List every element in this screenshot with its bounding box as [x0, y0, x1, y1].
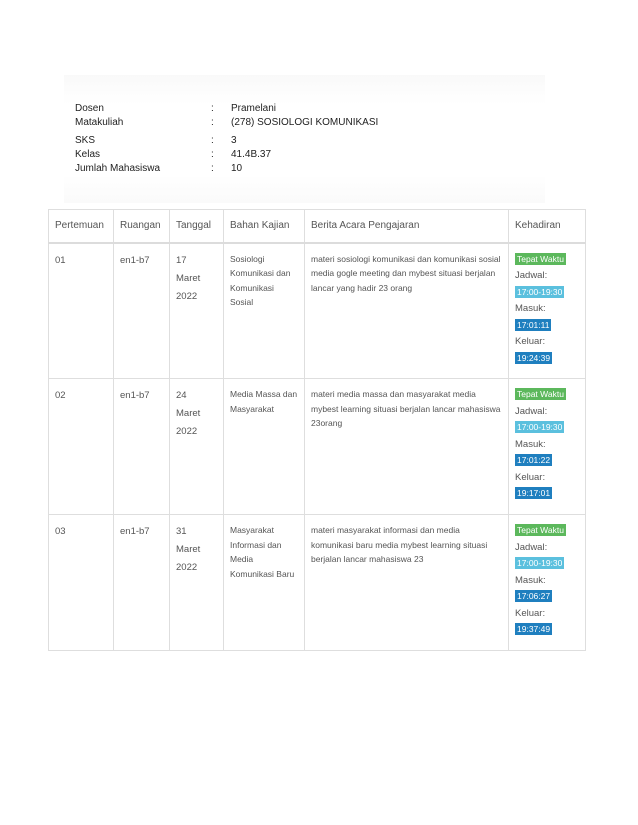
tanggal-day: 17 — [176, 254, 187, 266]
masuk-badge: 17:06:27 — [517, 591, 551, 601]
tanggal-year: 2022 — [176, 562, 198, 573]
jadwal-label: Jadwal: — [515, 405, 548, 417]
cell-bahan-kajian: Masyarakat Informasi dan Media Komunikasi Baru — [224, 515, 305, 651]
cell-pertemuan: 03 — [49, 515, 114, 651]
tanggal-month: Maret — [176, 544, 201, 555]
jadwal-label: Jadwal: — [515, 541, 548, 553]
info-label: Jumlah Mahasiswa — [75, 163, 161, 174]
cell-ruangan: en1-b7 — [114, 515, 170, 651]
info-label: Dosen — [75, 103, 104, 114]
info-value: 10 — [231, 163, 243, 174]
jadwal-badge: 17:00-19:30 — [517, 558, 563, 568]
header-tanggal: Tanggal — [170, 210, 224, 243]
cell-tanggal — [170, 243, 224, 379]
cell-berita-acara: materi masyarakat informasi dan media komunikasi baru media mybest learning situasi berjalan lancar mahasiswa 23 — [305, 515, 509, 651]
jadwal-label: Jadwal: — [515, 270, 548, 281]
info-separator: : — [211, 149, 214, 160]
tanggal-day: 24 — [176, 390, 187, 401]
cell-kehadiran — [509, 243, 586, 379]
keluar-label: Keluar: — [515, 336, 546, 347]
header-pertemuan: Pertemuan — [49, 210, 114, 243]
keluar-badge: 19:24:39 — [517, 352, 551, 363]
jadwal-badge: 17:00-19:30 — [517, 286, 563, 297]
table-row — [49, 243, 586, 379]
header-berita-acara: Berita Acara Pengajaran — [305, 210, 509, 243]
cell-pertemuan: 01 — [49, 243, 114, 379]
info-value: 3 — [231, 135, 237, 146]
tanggal-month: Maret — [176, 272, 201, 284]
masuk-badge: 17:01:22 — [517, 455, 551, 465]
info-separator: : — [211, 163, 214, 174]
status-badge: Tepat Waktu — [517, 389, 564, 399]
tanggal-year: 2022 — [176, 290, 198, 302]
cell-tanggal — [170, 515, 224, 651]
keluar-label: Keluar: — [515, 471, 546, 483]
cell-pertemuan: 02 — [49, 379, 114, 515]
cell-ruangan: en1-b7 — [114, 379, 170, 515]
cell-ruangan: en1-b7 — [114, 243, 170, 379]
header-bahan-kajian: Bahan Kajian — [224, 210, 305, 243]
masuk-badge: 17:01:11 — [517, 319, 550, 330]
masuk-label: Masuk: — [515, 574, 546, 586]
info-separator: : — [211, 117, 214, 128]
header-ruangan: Ruangan — [114, 210, 170, 243]
tanggal-month: Maret — [176, 408, 201, 419]
info-separator: : — [211, 135, 214, 146]
info-label: Kelas — [75, 149, 101, 160]
keluar-label: Keluar: — [515, 607, 546, 619]
info-value: 41.4B.37 — [231, 149, 272, 160]
cell-berita-acara: materi media massa dan masyarakat media mybest learning situasi berjalan lancar mahasiswa 23orang — [305, 379, 509, 515]
cell-bahan-kajian: Sosiologi Komunikasi dan Komunikasi Sosial — [224, 243, 305, 379]
masuk-label: Masuk: — [515, 438, 546, 450]
masuk-label: Masuk: — [515, 303, 546, 314]
cell-kehadiran — [509, 379, 586, 515]
info-label: Matakuliah — [75, 117, 124, 128]
cell-kehadiran — [509, 515, 586, 651]
cell-berita-acara: materi sosiologi komunikasi dan komunikasi sosial media gogle meeting dan mybest situasi berjalan lancar yang hadir 23 orang — [305, 243, 509, 379]
table-row — [49, 515, 586, 651]
info-value: (278) SOSIOLOGI KOMUNIKASI — [231, 117, 379, 128]
table-header-row — [49, 210, 586, 243]
table-row — [49, 379, 586, 515]
tanggal-year: 2022 — [176, 426, 198, 437]
jadwal-badge: 17:00-19:30 — [517, 422, 563, 432]
info-value: Pramelani — [231, 103, 277, 114]
status-badge: Tepat Waktu — [517, 253, 564, 264]
schedule-table — [48, 209, 586, 651]
keluar-badge: 19:37:49 — [517, 624, 551, 634]
cell-bahan-kajian: Media Massa dan Masyarakat — [224, 379, 305, 515]
info-label: SKS — [75, 135, 96, 146]
status-badge: Tepat Waktu — [517, 525, 564, 535]
header-kehadiran: Kehadiran — [509, 210, 586, 243]
tanggal-day: 31 — [176, 526, 187, 537]
cell-tanggal — [170, 379, 224, 515]
keluar-badge: 19:17:01 — [517, 488, 551, 498]
info-separator: : — [211, 103, 214, 114]
